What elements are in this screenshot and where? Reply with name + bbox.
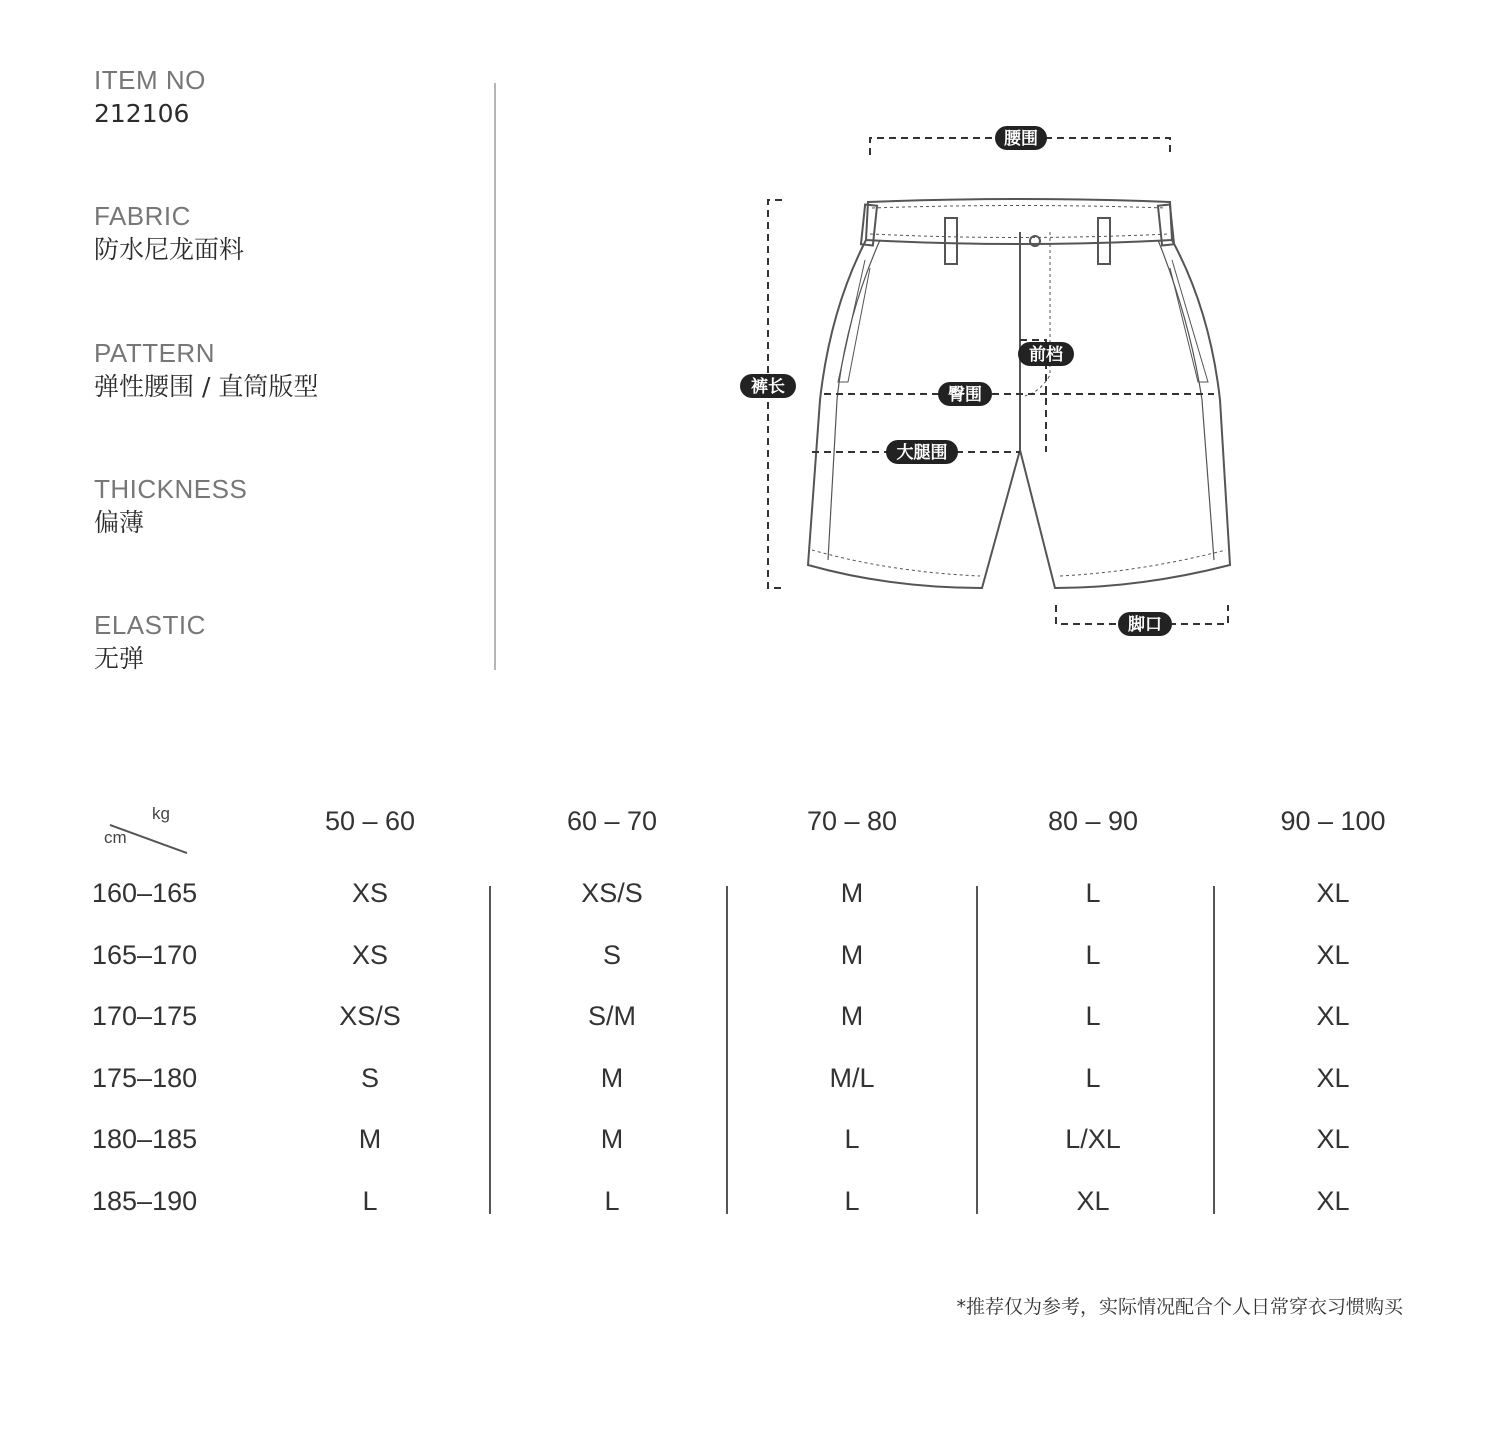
height-range-label: 160–165 xyxy=(92,878,198,908)
size-cell: L xyxy=(362,1186,378,1216)
spec-elastic xyxy=(94,609,206,677)
size-cell: XS/S xyxy=(581,878,643,908)
size-cell: L xyxy=(1085,878,1101,908)
spec-label: FABRIC xyxy=(94,201,191,231)
height-range-label: 185–190 xyxy=(92,1186,198,1216)
label-front-rise: 前档 xyxy=(1029,345,1063,365)
spec-value: 防水尼龙面料 xyxy=(94,235,245,264)
height-range-label: 170–175 xyxy=(92,1001,198,1031)
label-thigh: 大腿围 xyxy=(896,443,948,463)
label-length: 裤长 xyxy=(751,377,785,397)
spec-value: 无弹 xyxy=(94,644,145,673)
vertical-divider xyxy=(494,83,496,670)
weight-header: 70 – 80 xyxy=(806,806,898,836)
table-divider xyxy=(726,886,728,1214)
table-corner-header xyxy=(100,804,190,854)
size-cell: M xyxy=(600,1124,624,1154)
size-cell: L xyxy=(844,1186,860,1216)
spec-item-no xyxy=(94,64,206,132)
spec-label: ITEM NO xyxy=(94,65,206,95)
height-range-label: 175–180 xyxy=(92,1063,198,1093)
spec-value: 弹性腰围 / 直筒版型 xyxy=(94,372,319,401)
size-cell: M xyxy=(600,1063,624,1093)
size-cell: XS/S xyxy=(339,1001,401,1031)
size-cell: XL xyxy=(1316,878,1350,908)
weight-header: 90 – 100 xyxy=(1280,806,1386,836)
spec-pattern xyxy=(94,337,318,405)
height-range-label: 180–185 xyxy=(92,1124,198,1154)
spec-value: 212106 xyxy=(94,99,190,128)
weight-header: 80 – 90 xyxy=(1047,806,1139,836)
size-cell: S/M xyxy=(587,1001,636,1031)
footnote: *推荐仅为参考，实际情况配合个人日常穿衣习惯购买 xyxy=(956,1296,1403,1318)
height-range-label: 165–170 xyxy=(92,940,198,970)
size-cell: S xyxy=(602,940,621,970)
size-cell: M xyxy=(358,1124,382,1154)
spec-thickness xyxy=(94,473,247,541)
weight-header: 60 – 70 xyxy=(566,806,658,836)
spec-value: 偏薄 xyxy=(94,508,145,537)
corner-cm: cm xyxy=(104,828,127,847)
spec-label: PATTERN xyxy=(94,338,215,368)
size-cell: S xyxy=(360,1063,379,1093)
label-hip: 臀围 xyxy=(948,385,982,405)
size-cell: L xyxy=(844,1124,860,1154)
table-divider xyxy=(1213,886,1215,1214)
size-cell: M xyxy=(840,878,864,908)
weight-header: 50 – 60 xyxy=(324,806,416,836)
size-cell: XS xyxy=(351,940,389,970)
shorts-measurement-diagram xyxy=(720,110,1260,650)
size-cell: L xyxy=(1085,1001,1101,1031)
size-cell: XL xyxy=(1076,1186,1110,1216)
label-leg-opening: 脚口 xyxy=(1128,615,1162,635)
size-cell: XL xyxy=(1316,1186,1350,1216)
size-cell: M/L xyxy=(829,1063,875,1093)
spec-label: THICKNESS xyxy=(94,474,248,504)
size-cell: XL xyxy=(1316,940,1350,970)
size-cell: L xyxy=(1085,940,1101,970)
size-cell: M xyxy=(840,1001,864,1031)
size-cell: XL xyxy=(1316,1124,1350,1154)
table-divider xyxy=(976,886,978,1214)
size-cell: L xyxy=(604,1186,620,1216)
size-cell: XL xyxy=(1316,1001,1350,1031)
size-cell: L/XL xyxy=(1065,1124,1121,1154)
table-divider xyxy=(489,886,491,1214)
size-cell: L xyxy=(1085,1063,1101,1093)
spec-label: ELASTIC xyxy=(94,610,206,640)
corner-kg: kg xyxy=(152,804,170,823)
size-cell: M xyxy=(840,940,864,970)
size-cell: XS xyxy=(351,878,389,908)
label-waist: 腰围 xyxy=(1004,129,1038,149)
size-cell: XL xyxy=(1316,1063,1350,1093)
spec-fabric xyxy=(94,200,244,268)
